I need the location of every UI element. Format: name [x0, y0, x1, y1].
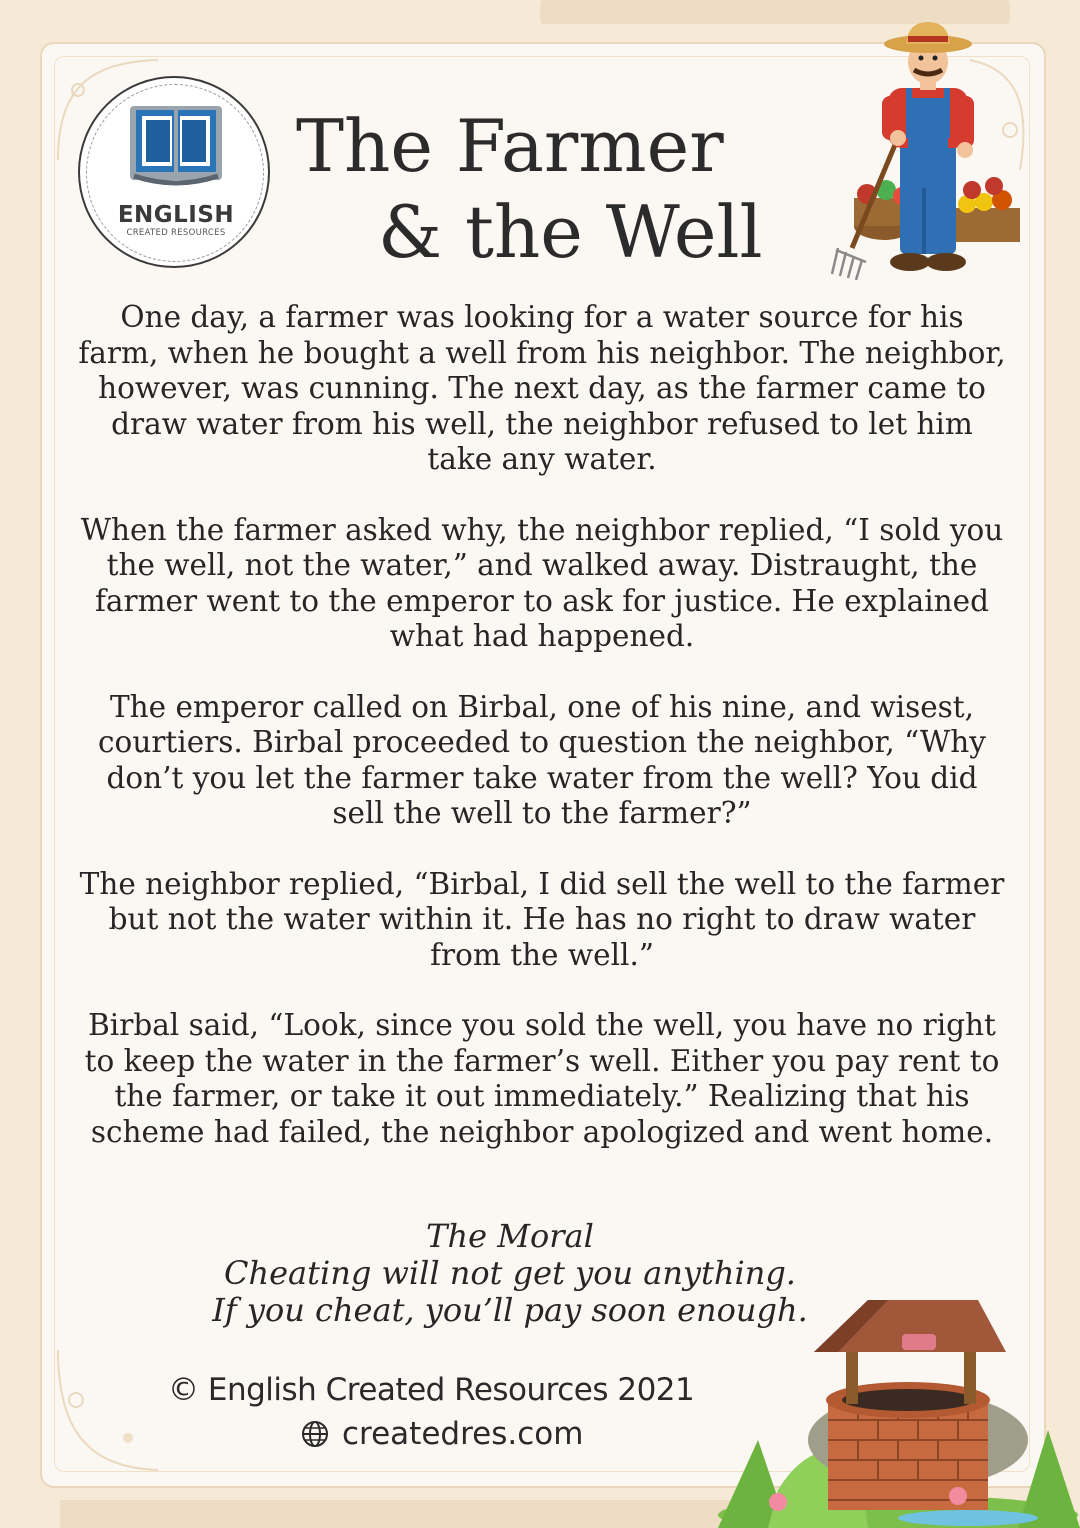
- copyright-text: © English Created Resources 2021: [168, 1372, 695, 1408]
- moral-line-2: If you cheat, you’ll pay soon enough.: [212, 1291, 808, 1329]
- well-illustration: [718, 1290, 1080, 1528]
- logo-wordmark: ENGLISH: [117, 202, 235, 228]
- background-shape-bottom: [60, 1500, 760, 1528]
- story-paragraph: The emperor called on Birbal, one of his nine, and wisest, courtiers. Birbal proceeded to question the neighbor, “Why don’t you let the farmer take water from the well? You did sell the well to the farmer?”: [98, 689, 986, 830]
- logo-badge: [78, 76, 270, 268]
- page-title-line-1: The Farmer: [296, 104, 724, 188]
- moral-line-1: Cheating will not get you anything.: [224, 1254, 796, 1292]
- story-paragraph: The neighbor replied, “Birbal, I did sell the well to the farmer but not the water within it. He has no right to draw water from the well.”: [79, 866, 1005, 972]
- story-body: [78, 300, 1006, 1185]
- story-paragraph: Birbal said, “Look, since you sold the well, you have no right to keep the water in the farmer’s well. Either you pay rent to the farmer, or take it out immediately.” Realizing that his scheme had failed, the neighbor apologized and went home.: [84, 1008, 1000, 1149]
- page-title-line-2: & the Well: [378, 190, 763, 274]
- story-paragraph: One day, a farmer was looking for a water source for his farm, when he bought a well from his neighbor. The neighbor, however, was cunning. The next day, as the farmer came to draw water from his well, the neighbor refused to let him take any water.: [78, 300, 1006, 476]
- moral-heading: The Moral: [426, 1217, 594, 1255]
- farmer-illustration: [822, 18, 1032, 280]
- website-link[interactable]: [300, 1416, 583, 1452]
- website-url[interactable]: createdres.com: [342, 1416, 584, 1452]
- logo-subtitle: CREATED RESOURCES: [126, 228, 226, 238]
- flourish-bottom-left: [48, 1340, 168, 1480]
- book-icon: [126, 102, 226, 192]
- story-paragraph: When the farmer asked why, the neighbor replied, “I sold you the well, not the water,” and walked away. Distraught, the farmer went to the emperor to ask for justice. He explained what had happened.: [80, 512, 1004, 653]
- globe-icon: [300, 1419, 330, 1449]
